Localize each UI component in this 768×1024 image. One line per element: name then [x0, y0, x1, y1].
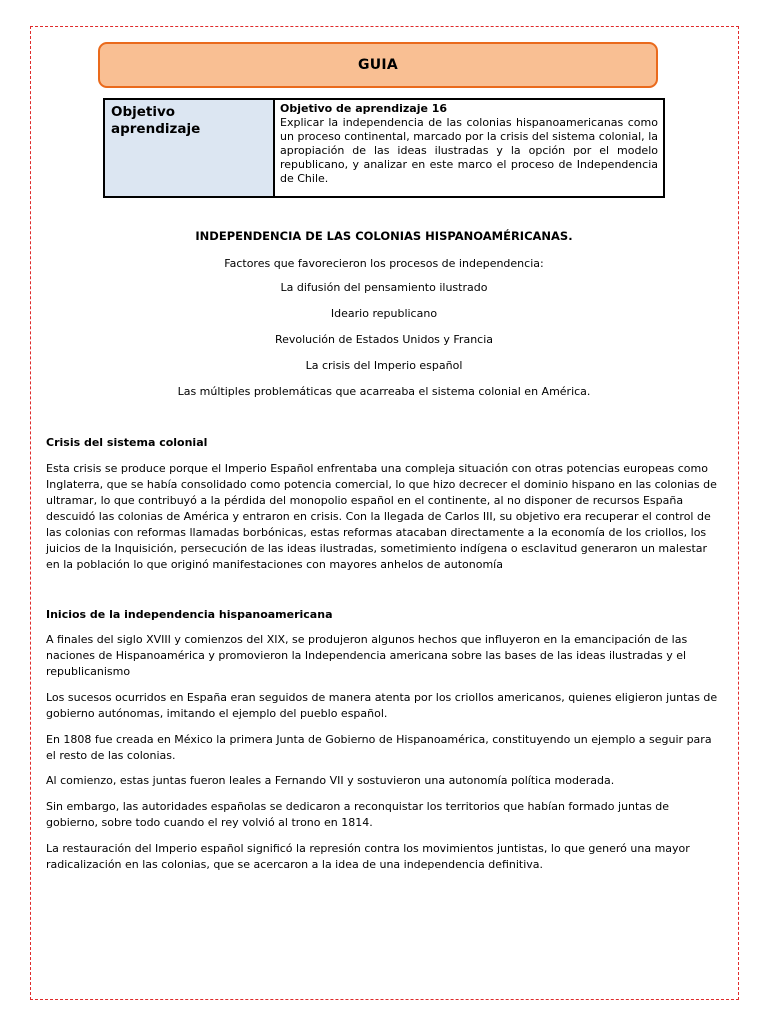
objective-title: Objetivo de aprendizaje 16	[280, 102, 448, 115]
crisis-section-title: Crisis del sistema colonial	[46, 436, 208, 449]
inicios-paragraph: La restauración del Imperio español significó la represión contra los movimientos juntistas, lo que generó una mayor radicalización en las colonias, que se acercaron a la idea de una independencia definitiva.	[46, 842, 690, 871]
main-heading: INDEPENDENCIA DE LAS COLONIAS HISPANOAMÉRICANAS.	[195, 229, 573, 243]
guide-title: GUIA	[357, 57, 399, 73]
inicios-paragraph: En 1808 fue creada en México la primera Junta de Gobierno de Hispanoamérica, constituyendo un ejemplo a seguir para el resto de las colonias.	[46, 733, 712, 762]
objective-label: Objetivo aprendizaje	[104, 99, 274, 197]
crisis-paragraph: Esta crisis se produce porque el Imperio Español enfrentaba una compleja situación con otras potencias europeas como Inglaterra, que se había consolidado como potencia comercial, lo que hizo decrecer el dominio hispano en las colonias de ultramar, lo que contribuyó a la pérdida del monopolio español en el continente, al no disponer de recursos España descuidó las colonias de América y entraron en crisis. Con la llegada de Carlos III, su objetivo era recuperar el control de las colonias con reformas llamadas borbónicas, estas reformas atacaban directamente a la economía de los criollos, los juicios de la Inquisición, persecución de las ideas ilustradas, sometimiento indígena o esclavitud generaron un malestar en la población lo que originó manifestaciones con mayores anhelos de autonomía	[46, 462, 717, 571]
guide-title-banner	[98, 42, 658, 88]
factor-item: Ideario republicano	[330, 307, 438, 320]
factor-item: Las múltiples problemáticas que acarreaba el sistema colonial en América.	[177, 385, 591, 398]
factor-item: Revolución de Estados Unidos y Francia	[274, 333, 494, 346]
inicios-paragraph: Los sucesos ocurridos en España eran seguidos de manera atenta por los criollos americanos, quienes eligieron juntas de gobierno autónomas, imitando el ejemplo del pueblo español.	[46, 691, 718, 720]
factor-item: La difusión del pensamiento ilustrado	[280, 281, 488, 294]
objective-description	[274, 99, 664, 197]
inicios-section-title: Inicios de la independencia hispanoamericana	[46, 608, 333, 621]
inicios-paragraph: Sin embargo, las autoridades españolas se dedicaron a reconquistar los territorios que habían formado juntas de gobierno, sobre todo cuando el rey volvió al trono en 1814.	[46, 800, 670, 829]
inicios-paragraph: Al comienzo, estas juntas fueron leales a Fernando VII y sostuvieron una autonomía política moderada.	[46, 774, 615, 787]
factors-intro: Factores que favorecieron los procesos de independencia:	[224, 257, 544, 270]
inicios-paragraph: A finales del siglo XVIII y comienzos del XIX, se produjeron algunos hechos que influyeron en la emancipación de las naciones de Hispanoamérica y promovieron la Independencia americana sobre las bases de las ideas ilustradas y el republicanismo	[46, 633, 688, 678]
objective-text: Explicar la independencia de las colonias hispanoamericanas como un proceso continental, marcado por la crisis del sistema colonial, la apropiación de las ideas ilustradas y la opción por el modelo republicano, y analizar en este marco el proceso de Independencia de Chile.	[280, 116, 658, 185]
objective-table	[103, 98, 665, 198]
factor-item: La crisis del Imperio español	[305, 359, 463, 372]
